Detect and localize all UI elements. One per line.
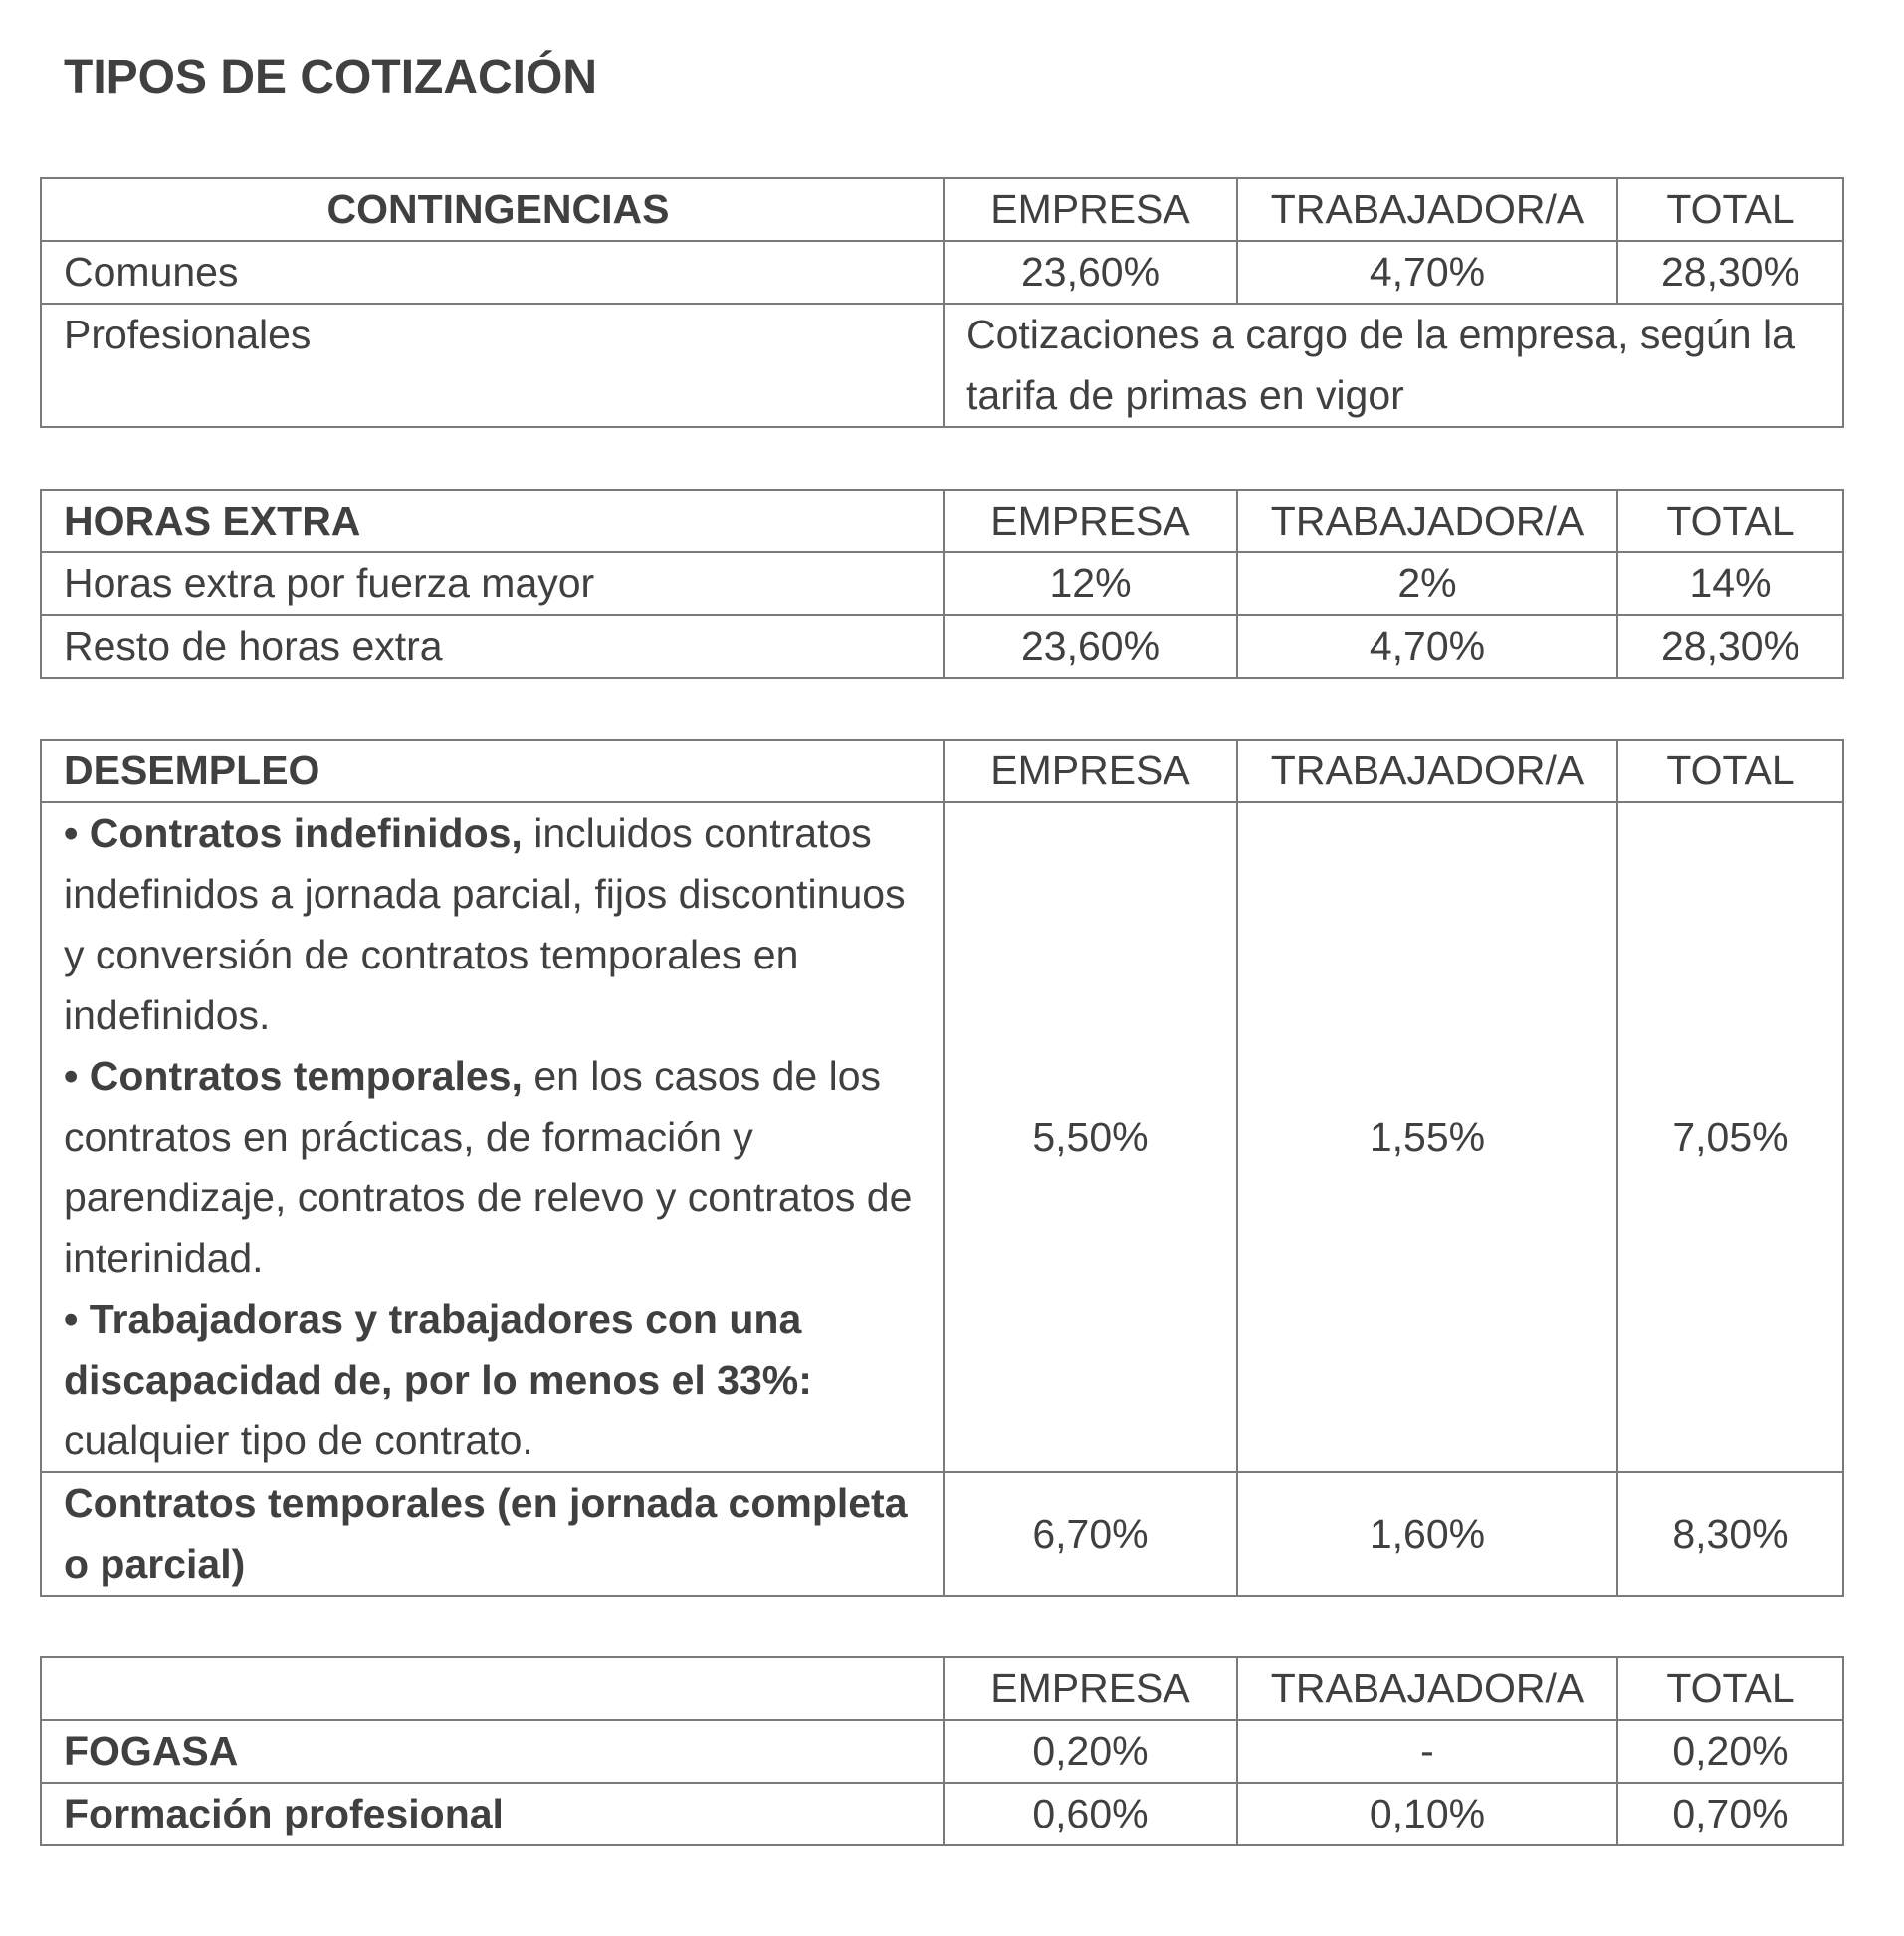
trabajador-header: TRABAJADOR/A bbox=[1237, 178, 1617, 241]
empresa-header: EMPRESA bbox=[944, 1657, 1237, 1720]
trabajador-value: - bbox=[1237, 1720, 1617, 1783]
item-text: en los casos de los contratos en prácticas, de formación y parendizaje, contratos de relevo y contratos de interinidad. bbox=[64, 1053, 913, 1281]
list-item bbox=[64, 1046, 933, 1289]
list-item bbox=[64, 803, 933, 1046]
empty-header-cell bbox=[41, 1657, 944, 1720]
contingencias-table bbox=[40, 177, 1844, 428]
total-header: TOTAL bbox=[1617, 1657, 1843, 1720]
empresa-value: 12% bbox=[944, 552, 1237, 615]
total-value: 14% bbox=[1617, 552, 1843, 615]
table-header-row bbox=[41, 1657, 1843, 1720]
total-header: TOTAL bbox=[1617, 740, 1843, 802]
total-header: TOTAL bbox=[1617, 490, 1843, 552]
trabajador-value: 0,10% bbox=[1237, 1783, 1617, 1845]
table-row bbox=[41, 304, 1843, 427]
horas-extra-header: HORAS EXTRA bbox=[41, 490, 944, 552]
total-header: TOTAL bbox=[1617, 178, 1843, 241]
table-row bbox=[41, 552, 1843, 615]
trabajador-header: TRABAJADOR/A bbox=[1237, 1657, 1617, 1720]
total-value: 28,30% bbox=[1617, 241, 1843, 304]
table-row bbox=[41, 1720, 1843, 1783]
row-label: Profesionales bbox=[41, 304, 944, 427]
total-value: 0,70% bbox=[1617, 1783, 1843, 1845]
contingencias-header: CONTINGENCIAS bbox=[41, 178, 944, 241]
item-bold-text: Contratos temporales, bbox=[89, 1053, 523, 1099]
table-row bbox=[41, 615, 1843, 678]
item-bold-text: Contratos indefinidos, bbox=[89, 810, 523, 856]
trabajador-value: 1,60% bbox=[1237, 1472, 1617, 1596]
row-label: Horas extra por fuerza mayor bbox=[41, 552, 944, 615]
empresa-header: EMPRESA bbox=[944, 740, 1237, 802]
table-row bbox=[41, 1783, 1843, 1845]
bullet-marker: • bbox=[64, 810, 79, 856]
empresa-value: 5,50% bbox=[944, 802, 1237, 1472]
table-row bbox=[41, 241, 1843, 304]
total-value: 28,30% bbox=[1617, 615, 1843, 678]
trabajador-value: 2% bbox=[1237, 552, 1617, 615]
table-header-row bbox=[41, 490, 1843, 552]
trabajador-value: 4,70% bbox=[1237, 241, 1617, 304]
item-text: cualquier tipo de contrato. bbox=[64, 1417, 533, 1463]
empresa-header: EMPRESA bbox=[944, 490, 1237, 552]
trabajador-value: 4,70% bbox=[1237, 615, 1617, 678]
horas-extra-table bbox=[40, 489, 1844, 679]
page-title: TIPOS DE COTIZACIÓN bbox=[64, 51, 598, 104]
empresa-value: 6,70% bbox=[944, 1472, 1237, 1596]
trabajador-header: TRABAJADOR/A bbox=[1237, 490, 1617, 552]
empresa-header: EMPRESA bbox=[944, 178, 1237, 241]
desempleo-description bbox=[41, 802, 944, 1472]
profesionales-note: Cotizaciones a cargo de la empresa, según la tarifa de primas en vigor bbox=[944, 304, 1843, 427]
row-label: Contratos temporales (en jornada completa o parcial) bbox=[41, 1472, 944, 1596]
empresa-value: 0,20% bbox=[944, 1720, 1237, 1783]
table-row bbox=[41, 802, 1843, 1472]
desempleo-header: DESEMPLEO bbox=[41, 740, 944, 802]
empresa-value: 23,60% bbox=[944, 615, 1237, 678]
row-label: Formación profesional bbox=[41, 1783, 944, 1845]
total-value: 7,05% bbox=[1617, 802, 1843, 1472]
empresa-value: 0,60% bbox=[944, 1783, 1237, 1845]
total-value: 0,20% bbox=[1617, 1720, 1843, 1783]
bullet-marker: • bbox=[64, 1296, 79, 1342]
list-item bbox=[64, 1289, 933, 1471]
table-row bbox=[41, 1472, 1843, 1596]
trabajador-header: TRABAJADOR/A bbox=[1237, 740, 1617, 802]
row-label: Comunes bbox=[41, 241, 944, 304]
row-label: FOGASA bbox=[41, 1720, 944, 1783]
trabajador-value: 1,55% bbox=[1237, 802, 1617, 1472]
fogasa-formacion-table bbox=[40, 1656, 1844, 1846]
item-bold-text: Trabajadoras y trabajadores con una discapacidad de, por lo menos el 33%: bbox=[64, 1296, 812, 1402]
bullet-marker: • bbox=[64, 1053, 79, 1099]
table-header-row bbox=[41, 740, 1843, 802]
desempleo-table bbox=[40, 739, 1844, 1597]
table-header-row bbox=[41, 178, 1843, 241]
row-label: Resto de horas extra bbox=[41, 615, 944, 678]
total-value: 8,30% bbox=[1617, 1472, 1843, 1596]
empresa-value: 23,60% bbox=[944, 241, 1237, 304]
item-text: incluidos contratos indefinidos a jornada parcial, fijos discontinuos y conversión de contratos temporales en indefinidos. bbox=[64, 810, 906, 1038]
